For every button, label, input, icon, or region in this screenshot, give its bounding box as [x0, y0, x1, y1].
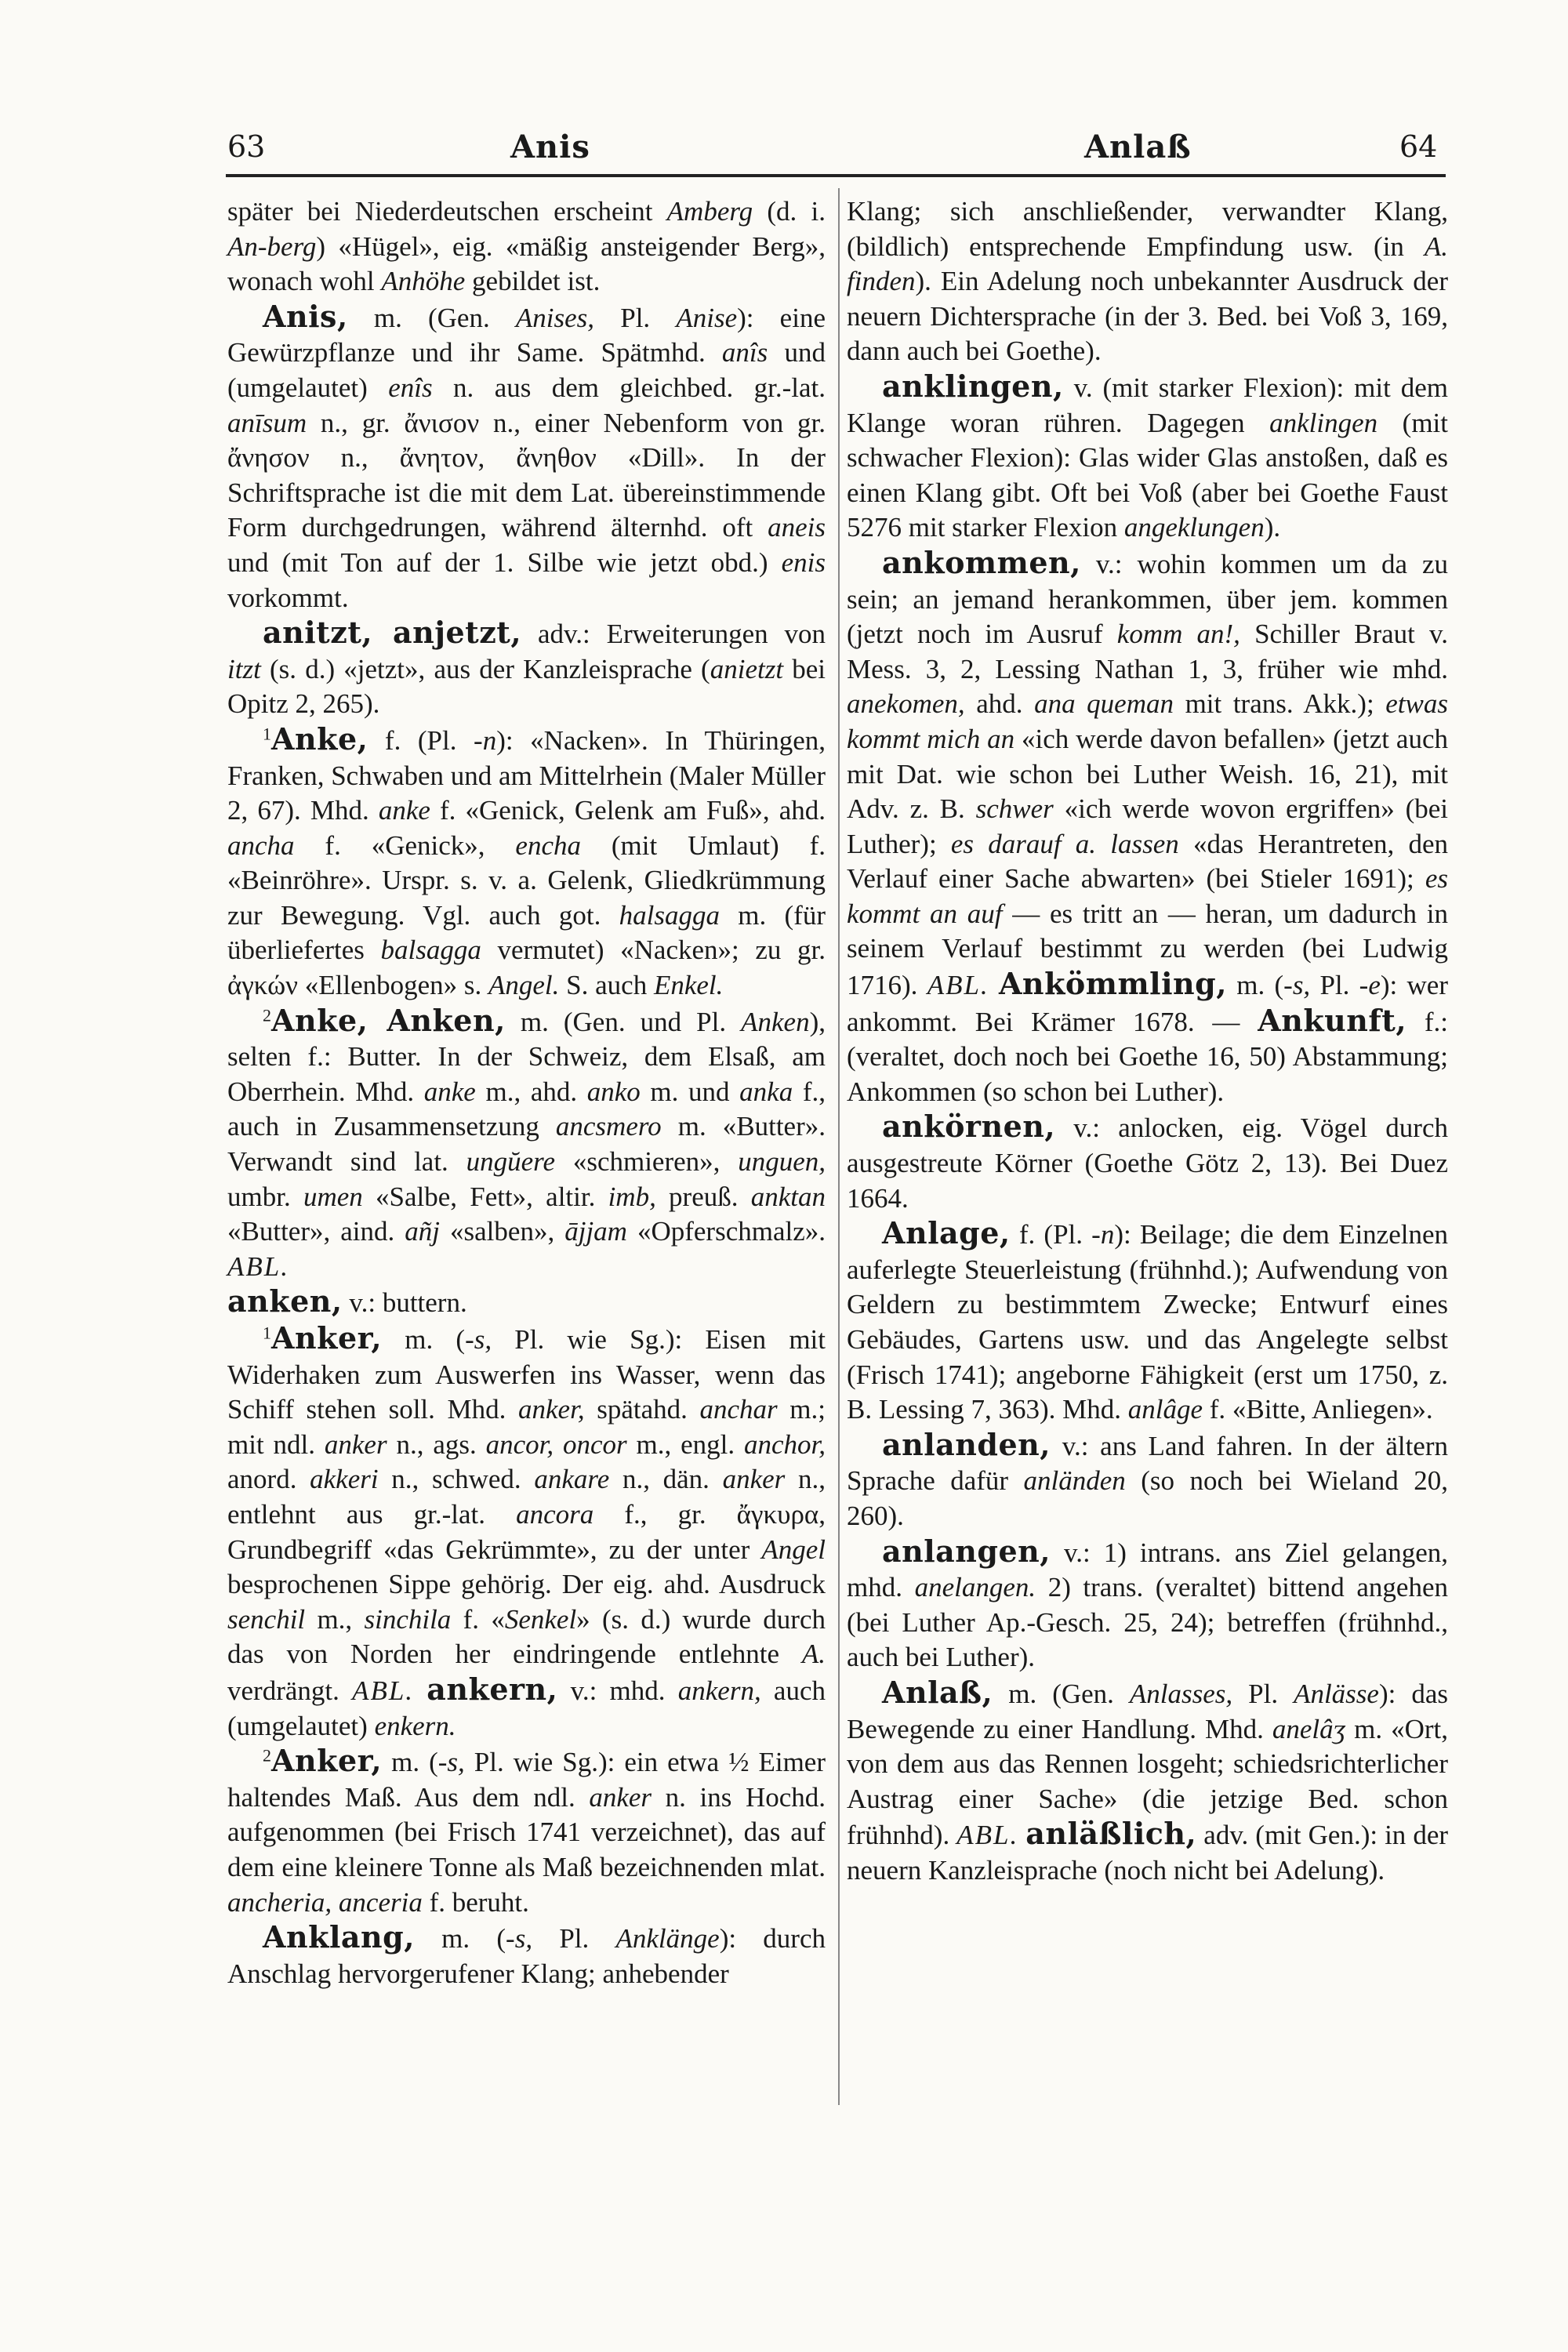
headword: ankern,	[426, 1671, 558, 1707]
headword: anlangen,	[882, 1533, 1051, 1569]
headword: Ankunft,	[1258, 1002, 1407, 1038]
entry-continuation: Klang; sich anschließender, verwandter Klang, (bildlich) entsprechende Empfindung usw. (in A. finden). Ein Adelung noch unbekannter Ausdruck der neuern Dichtersprache (in der 3. Bed. bei Voß 3, 169, dann auch bei Goethe).	[847, 196, 1448, 367]
entry-anitzt: anitzt, anjetzt, adv.: Erweiterungen von itzt (s. d.) «jetzt», aus der Kanzleisprache (anietzt bei Opitz 2, 265).	[227, 615, 826, 720]
headword: anklingen,	[882, 368, 1064, 404]
headword: Anlaß,	[882, 1674, 993, 1710]
entry-anklang: Anklang, m. (-s, Pl. Anklänge): durch Anschlag hervorgerufener Klang; anhebender	[227, 1919, 826, 1989]
guide-word-left: Anis	[510, 129, 590, 165]
headword: Anklang,	[263, 1919, 415, 1955]
headword: Anker,	[271, 1743, 383, 1779]
headword: ankommen,	[882, 544, 1081, 580]
entry-anlass: Anlaß, m. (Gen. Anlasses, Pl. Anlässe): das Bewegende zu einer Handlung. Mhd. anelâʒ m. «Ort, von dem aus das Rennen losgeht; schiedsrichterlicher Austrag einer Sache» (die jetzige Bed. schon frühnhd). ABL. anläßlich, adv. (mit Gen.): in der neuern Kanzleisprache (noch nicht bei Adelung).	[847, 1674, 1449, 1886]
headword: Anker,	[271, 1320, 383, 1356]
entry-anlage: Anlage, f. (Pl. -n): Beilage; die dem Einzelnen auferlegte Steuerleistung (frühnhd.); Aufwendung von Geldern zu bestimmtem Zwecke; Entwurf eines Gebäudes, Gartens usw. und das Angelegte selbst (Frisch 1741); angeborne Fähigkeit (erst um 1750, z. B. Lessing 7, 363). Mhd. anlâge f. «Bitte, Anliegen».	[847, 1215, 1448, 1425]
right-column	[847, 194, 1448, 1889]
page-number-right: 64	[1399, 129, 1438, 164]
entry-anis: Anis, m. (Gen. Anises, Pl. Anise): eine Gewürzpflanze und ihr Same. Spätmhd. anîs und (umgelautet) enîs n. aus dem gleichbed. gr.-lat. anīsum n., gr. ἄνισον n., einer Nebenform von gr. ἄνησον n., ἄνητον, ἄνηθον «Dill». In der Schriftsprache ist die mit dem Lat. übereinstimmende Form durchgedrungen, während älternhd. oft aneis und (mit Ton auf der 1. Silbe wie jetzt obd.) enis vorkommt.	[227, 298, 826, 613]
entry-ankoernen: ankörnen, v.: anlocken, eig. Vögel durch ausgestreute Körner (Goethe Götz 2, 13). Bei Duez 1664.	[847, 1109, 1448, 1214]
column-divider	[838, 188, 840, 2105]
left-column	[227, 194, 826, 1991]
entry-continuation: später bei Niederdeutschen erscheint Amberg (d. i. An-berg) «Hügel», eig. «mäßig ansteigender Berg», wonach wohl Anhöhe gebildet ist.	[227, 196, 826, 297]
headword: Ankömmling,	[998, 966, 1227, 1002]
headword: anlanden,	[882, 1426, 1051, 1462]
headword: Anis,	[263, 298, 348, 334]
headword: Anlage,	[882, 1215, 1011, 1251]
entry-anker-1: $^1$Anker, m. (-s, Pl. wie Sg.): Eisen mit Widerhaken zum Auswerfen ins Wasser, wenn das Schiff stehen soll. Mhd. anker, spätahd. anchar m.; mit ndl. anker n., ags. ancor, oncor m., engl. anchor, anord. akkeri n., schwed. ankare n., dän. anker n., entlehnt aus gr.-lat. ancora f., gr. ἄγκυρα, Grundbegriff «das Gekrümmte», zu der unter Angel besprochenen Sippe gehörig. Der eig. ahd. Ausdruck senchil m., sinchila f. «Senkel» (s. d.) wurde durch das von Norden her eindringende entlehnte A. verdrängt. ABL. ankern, v.: mhd. ankern, auch (umgelautet) enkern.	[227, 1320, 826, 1741]
guide-word-right: Anlaß	[1084, 129, 1192, 165]
header-rule	[226, 174, 1446, 177]
headword: anitzt, anjetzt,	[263, 615, 522, 651]
entry-anklingen: anklingen, v. (mit starker Flexion): mit dem Klange woran rühren. Dagegen anklingen (mit schwacher Flexion): Glas wider Glas anstoßen, daß es einen Klang gibt. Oft bei Voß (aber bei Goethe Faust 5276 mit starker Flexion angeklungen).	[847, 368, 1449, 543]
entry-anlanden: anlanden, v.: ans Land fahren. In der ältern Sprache dafür anländen (so noch bei Wieland 20, 260).	[847, 1426, 1449, 1531]
headword: anläßlich,	[1025, 1816, 1197, 1852]
page-number-left: 63	[227, 129, 266, 164]
entry-anlangen: anlangen, v.: 1) intrans. ans Ziel gelangen, mhd. anelangen. 2) trans. (veraltet) bittend angehen (bei Luther Ap.-Gesch. 25, 24); betreffen (frühnhd., auch bei Luther).	[847, 1533, 1448, 1673]
entry-anke-2: $^2$Anke, Anken, m. (Gen. und Pl. Anken), selten f.: Butter. In der Schweiz, dem Elsaß, am Oberrhein. Mhd. anke m., ahd. anko m. und anka f., auch in Zusammensetzung ancsmero m. «Butter». Verwandt sind lat. ungŭere «schmieren», unguen, umbr. umen «Salbe, Fett», altir. imb, preuß. anktan «Butter», aind. añj «salben», ājjam «Opferschmalz». ABL. anken, v.: buttern.	[227, 1002, 826, 1319]
headword: Anke, Anken,	[271, 1002, 506, 1038]
entry-ankommen: ankommen, v.: wohin kommen um da zu sein; an jemand herankommen, über jem. kommen (jetzt noch im Ausruf komm an!, Schiller Braut v. Mess. 3, 2, Lessing Nathan 1, 3, früher wie mhd. anekomen, ahd. ana queman mit trans. Akk.); etwas kommt mich an «ich werde davon befallen» (jetzt auch mit Dat. wie schon bei Luther Weish. 16, 21), mit Adv. z. B. schwer «ich werde wovon ergriffen» (bei Luther); es darauf a. lassen «das Herantreten, den Verlauf einer Sache abwarten» (bei Stieler 1691); es kommt an auf — es tritt an — heran, um dadurch in seinem Verlauf bestimmt zu werden (bei Ludwig 1716). ABL. Ankömmling, m. (-s, Pl. -e): wer ankommt. Bei Krämer 1678. — Ankunft, f.: (veraltet, doch noch bei Goethe 16, 50) Abstammung; Ankommen (so schon bei Luther).	[847, 544, 1449, 1107]
headword: anken,	[227, 1283, 343, 1319]
entry-anke-1: $^1$Anke, f. (Pl. -n): «Nacken». In Thüringen, Franken, Schwaben und am Mittelrhein (Maler Müller 2, 67). Mhd. anke f. «Genick, Gelenk am Fuß», ahd. ancha f. «Genick», encha (mit Umlaut) f. «Beinröhre». Urspr. s. v. a. Gelenk, Gliedkrümmung zur Bewegung. Vgl. auch got. halsagga m. (für überliefertes balsagga vermutet) «Nacken»; zu gr. ἀγκών «Ellenbogen» s. Angel. S. auch Enkel.	[227, 720, 826, 1001]
headword: ankörnen,	[882, 1109, 1056, 1145]
entry-anker-2: $^2$Anker, m. (-s, Pl. wie Sg.): ein etwa ½ Eimer haltendes Maß. Aus dem ndl. anker n. ins Hochd. aufgenommen (bei Frisch 1741 verzeichnet), das auf dem eine kleinere Tonne als Maß bezeichnenden mlat. ancheria, anceria f. beruht.	[227, 1743, 826, 1918]
headword: Anke,	[271, 720, 368, 757]
